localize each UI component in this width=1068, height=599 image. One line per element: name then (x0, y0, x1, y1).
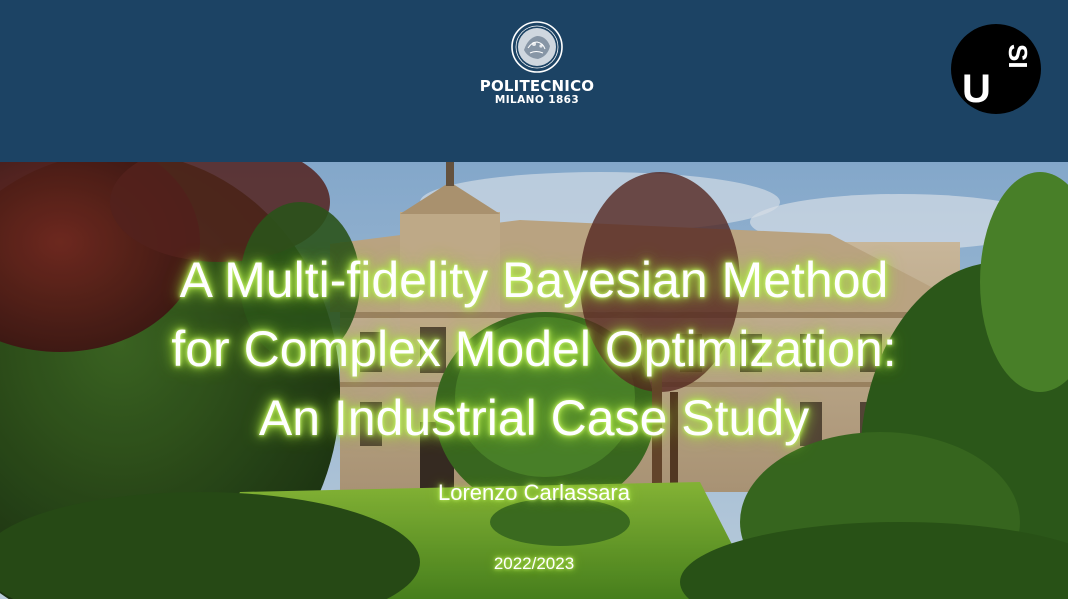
usi-logo (951, 24, 1041, 114)
usi-logo-icon (951, 24, 1041, 114)
university-subtitle: MILANO 1863 (494, 94, 580, 106)
author-name: Lorenzo Carlassara (438, 480, 630, 505)
svg-text:SI: SI (1003, 44, 1033, 69)
svg-text:U: U (962, 67, 991, 111)
academic-year: 2022/2023 (493, 554, 575, 573)
header-band (0, 0, 1068, 162)
slide-title (0, 246, 1068, 453)
polimi-seal-icon (510, 20, 564, 74)
title-line-1: A Multi-fidelity Bayesian Method (179, 252, 889, 308)
title-line-2: for Complex Model Optimization: (171, 321, 897, 377)
polimi-logo (470, 20, 604, 120)
university-name: POLITECNICO (479, 77, 595, 95)
title-line-3: An Industrial Case Study (258, 390, 810, 446)
